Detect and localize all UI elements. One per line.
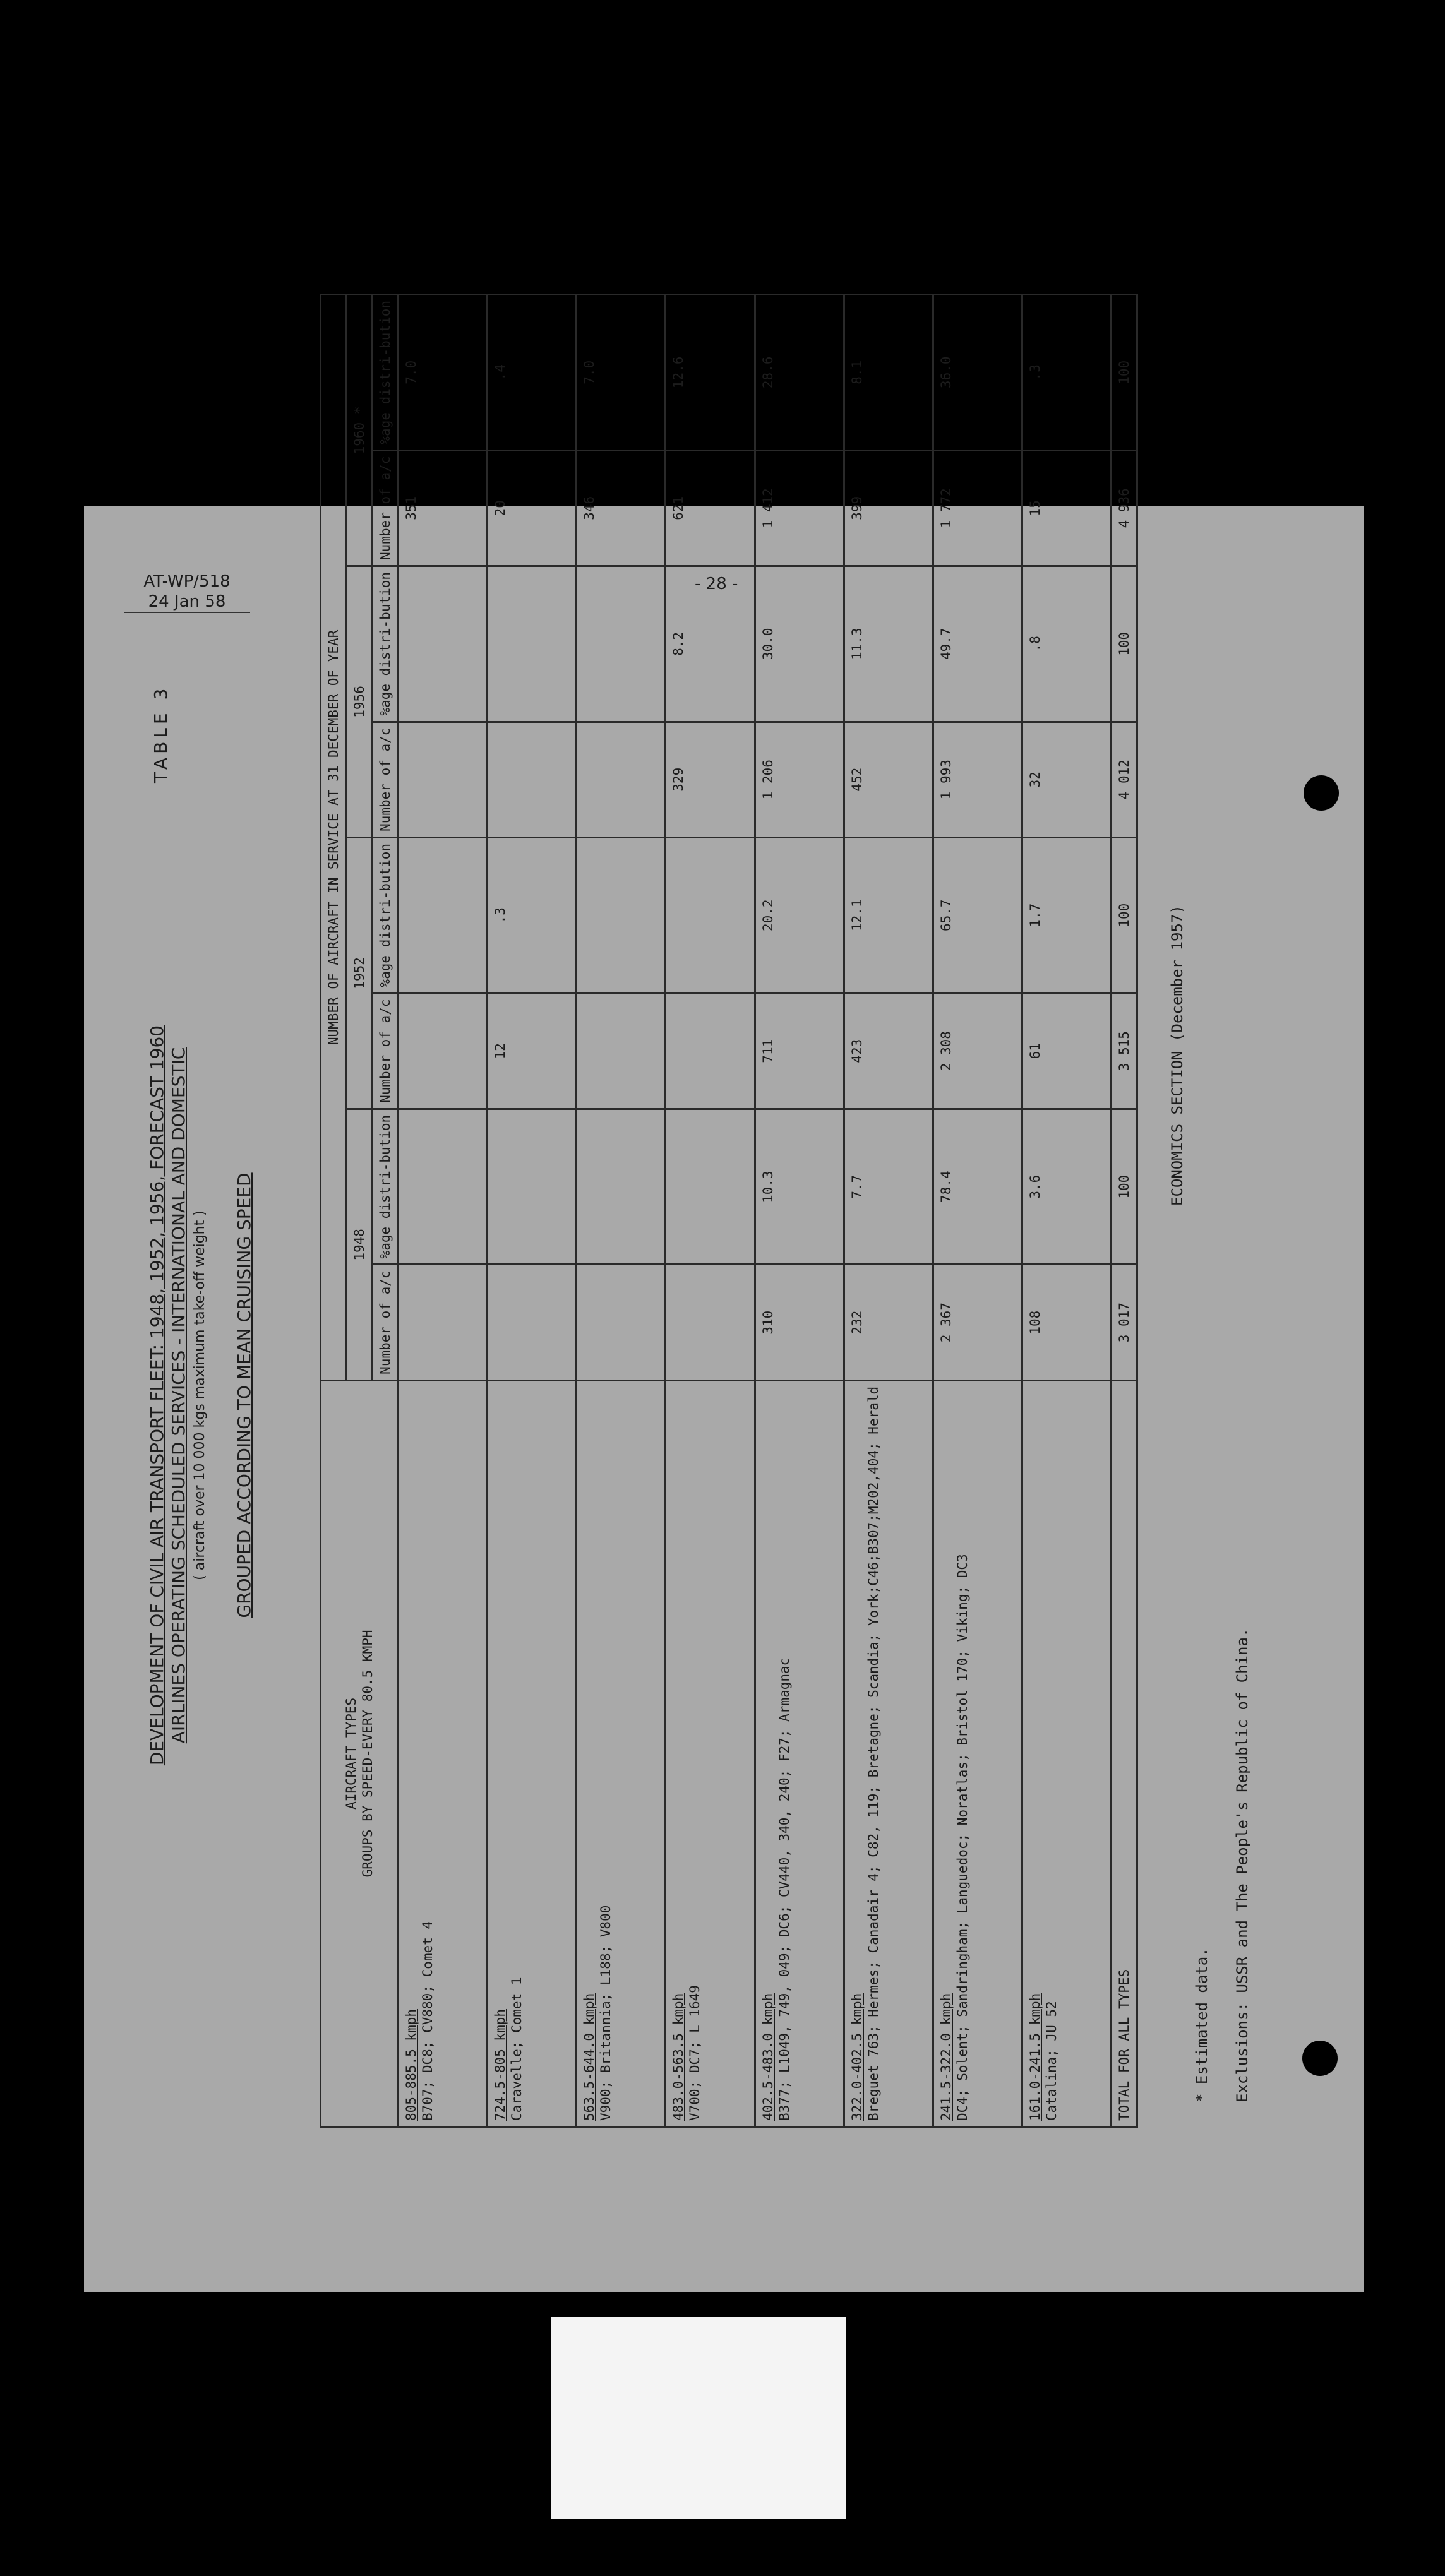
cell: 49.7 [933,566,1022,722]
cell: 30.0 [755,566,844,722]
cell: 8.2 [666,566,755,722]
cell: 423 [844,993,933,1109]
aircraft-types: V900; Britannia; L188; V800 [598,1905,614,2121]
year-1956: 1956 [347,566,373,837]
cell: 3 017 [1112,1265,1137,1380]
cell: 346 [577,450,666,566]
cell: 3.6 [1022,1109,1111,1265]
table-row [844,295,933,2127]
cell: 11.3 [844,566,933,722]
sub-pct: %age distri-bution [373,566,399,722]
page-number: - 28 - [695,575,738,593]
doc-date: 24 Jan 58 [148,592,226,611]
cell: 15 [1022,450,1111,566]
cell: 1.7 [1022,837,1111,993]
cell: 1 412 [755,450,844,566]
aircraft-types: B377; L1049, 749, 049; DC6; CV440, 340, 240; F27; Armagnac [776,1657,792,2121]
cell [666,993,755,1109]
cell [399,1109,488,1265]
cell [577,566,666,722]
cell: 100 [1112,566,1137,722]
cell [577,993,666,1109]
cell: 351 [399,450,488,566]
aircraft-types: V700; DC7; L 1649 [687,1985,703,2121]
sub-number: Number of a/c [373,993,399,1109]
speed-group-cell [933,1380,1022,2126]
cell [488,1265,577,1380]
cell: 65.7 [933,837,1022,993]
speed-group-cell [399,1380,488,2126]
aircraft-types-label: AIRCRAFT TYPES [344,1697,359,1810]
cell: 7.7 [844,1109,933,1265]
cell [666,1109,755,1265]
sub-pct: %age distri-bution [373,295,399,451]
table-row [488,295,577,2127]
cell: 108 [1022,1265,1111,1380]
aircraft-types: DC4; Solent; Sandringham; Languedoc; Noratlas; Bristol 170; Viking; DC3 [954,1554,970,2121]
cell [577,1265,666,1380]
total-label: TOTAL FOR ALL TYPES [1112,1380,1137,2126]
sub-pct: %age distri-bution [373,837,399,993]
table-title [147,960,255,1831]
cell: .3 [488,837,577,993]
year-1960: 1960 * [347,295,373,566]
cell: 2 308 [933,993,1022,1109]
sub-number: Number of a/c [373,450,399,566]
cell: 20 [488,450,577,566]
aircraft-types: Breguet 763; Hermes; Canadair 4; C82, 119; Bretagne; Scandia; York;C46;B307;M202,404; Herald [865,1386,881,2121]
cell [577,837,666,993]
cell: 78.4 [933,1109,1022,1265]
cell: 452 [844,722,933,837]
cell: .3 [1022,295,1111,451]
speed-group-cell [666,1380,755,2126]
total-row [1112,295,1137,2127]
cell: 3 515 [1112,993,1137,1109]
year-1952: 1952 [347,837,373,1109]
cell: 12 [488,993,577,1109]
speed-range: 322.0-402.5 kmph [849,1993,865,2121]
document-reference [124,571,250,613]
cell: 28.6 [755,295,844,451]
cell [666,837,755,993]
cell: 329 [666,722,755,837]
cell: 232 [844,1265,933,1380]
speed-range: 402.5-483.0 kmph [760,1993,776,2121]
speed-group-cell [1022,1380,1111,2126]
sub-number: Number of a/c [373,722,399,837]
cell [666,1265,755,1380]
speed-group-cell [844,1380,933,2126]
table-body [399,295,1112,2127]
number-header: NUMBER OF AIRCRAFT IN SERVICE AT 31 DECEMBER OF YEAR [321,295,347,1381]
fleet-table-wrapper [320,301,1138,2128]
table-row [577,295,666,2127]
cell: 100 [1112,295,1137,451]
cell: 12.6 [666,295,755,451]
speed-range: 563.5-644.0 kmph [582,1993,597,2121]
cell: 12.1 [844,837,933,993]
sub-pct: %age distri-bution [373,1109,399,1265]
cell: 1 206 [755,722,844,837]
cell: 61 [1022,993,1111,1109]
title-line-1: DEVELOPMENT OF CIVIL AIR TRANSPORT FLEET: 1948, 1952, 1956, FORECAST 1960 [147,1025,167,1766]
cell: 4 012 [1112,722,1137,837]
table-row [933,295,1022,2127]
cell [399,566,488,722]
cell [577,722,666,837]
speed-range: 161.0-241.5 kmph [1027,1993,1043,2121]
speed-group-cell [755,1380,844,2126]
table-row [1022,295,1111,2127]
cell: 4 936 [1112,450,1137,566]
footnotes [1192,1628,1252,2102]
section-signature: ECONOMICS SECTION (December 1957) [1168,905,1186,1206]
punch-hole-bottom [1302,2041,1338,2076]
aircraft-types: Caravelle; Comet 1 [509,1977,525,2121]
cell: 100 [1112,837,1137,993]
cell: .8 [1022,566,1111,722]
cell: 8.1 [844,295,933,451]
cell: 2 367 [933,1265,1022,1380]
cell: 20.2 [755,837,844,993]
footnote-estimated: * Estimated data. [1193,1947,1211,2102]
speed-group-cell [488,1380,577,2126]
cell [488,566,577,722]
cell [399,722,488,837]
cell: 399 [844,450,933,566]
white-slip [551,2317,846,2519]
cell: 621 [666,450,755,566]
cell: 1 772 [933,450,1022,566]
table-row [399,295,488,2127]
cell: 10.3 [755,1109,844,1265]
title-line-2: AIRLINES OPERATING SCHEDULED SERVICES - INTERNATIONAL AND DOMESTIC [168,1047,189,1744]
aircraft-types: Catalina; JU 52 [1043,2001,1059,2121]
cell: 100 [1112,1109,1137,1265]
cell: 32 [1022,722,1111,837]
cell [488,722,577,837]
cell [399,993,488,1109]
footnote-exclusions: Exclusions: USSR and The People's Republic of China. [1233,1628,1251,2102]
table-row [755,295,844,2127]
title-line-4: GROUPED ACCORDING TO MEAN CRUISING SPEED [234,1172,255,1618]
aircraft-types: B707; DC8; CV880; Comet 4 [420,1921,435,2121]
speed-range: 483.0-563.5 kmph [671,1993,687,2121]
punch-hole-top [1304,775,1339,811]
year-1948: 1948 [347,1109,373,1380]
sub-number: Number of a/c [373,1265,399,1380]
groups-label: GROUPS BY SPEED-EVERY 80.5 KMPH [360,1630,375,1878]
cell: 7.0 [399,295,488,451]
cell: 1 993 [933,722,1022,837]
cell: 310 [755,1265,844,1380]
cell: 7.0 [577,295,666,451]
cell [488,1109,577,1265]
fleet-table [320,294,1138,2128]
speed-group-cell [577,1380,666,2126]
speed-range: 241.5-322.0 kmph [938,1993,954,2121]
groups-header [321,1380,399,2126]
title-line-3: ( aircraft over 10 000 kgs maximum take-off weight ) [192,1210,208,1580]
cell: 711 [755,993,844,1109]
cell: .4 [488,295,577,451]
table-label: TABLE 3 [150,684,171,783]
cell [577,1109,666,1265]
cell: 36.0 [933,295,1022,451]
speed-range: 724.5-805 kmph [493,2008,508,2121]
cell [399,837,488,993]
doc-ref: AT-WP/518 [143,572,231,591]
cell [399,1265,488,1380]
table-row [666,295,755,2127]
speed-range: 805-885.5 kmph [404,2008,419,2121]
